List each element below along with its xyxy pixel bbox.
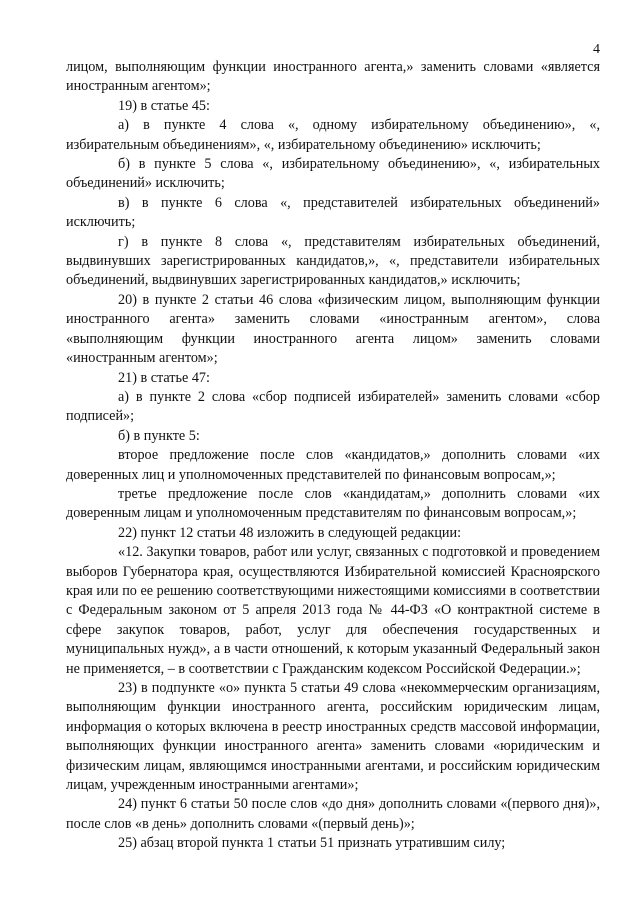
paragraph-item-21b: б) в пункте 5:: [118, 427, 200, 444]
paragraph-item-22-quote: «12. Закупки товаров, работ или услуг, связанных с подготовкой и проведением выборов Губернатора края, осуществляются Избирательной комиссией Красноярского края или по ее решению соответствующими нижестоящими комиссиями в соответствии с Федеральным законом от 5 апреля 2013 года № 44-ФЗ «О контрактной системе в сфере закупок товаров, работ, услуг для обеспечения государственных и муниципальных нужд», а в части отношений, к которым указанный Федеральный закон не применяется, – в соответствии с Гражданским кодексом Российской Федерации.»;: [66, 544, 600, 677]
paragraph-item-19b: б) в пункте 5 слова «, избирательному объединению», «, избирательных объединений» исключить;: [66, 156, 600, 192]
paragraph-item-21a: а) в пункте 2 слова «сбор подписей избирателей» заменить словами «сбор подписей»;: [66, 388, 600, 425]
paragraph-item-21b-second: второе предложение после слов «кандидатов,» дополнить словами «их доверенных лиц и уполномоченных представителей по финансовым вопросам,»;: [66, 447, 600, 483]
paragraph-item-21b-third: третье предложение после слов «кандидатам,» дополнить словами «их доверенным лицам и уполномоченным представителям по финансовым вопросам,»;: [66, 485, 600, 522]
paragraph-item-19v: в) в пункте 6 слова «, представителей избирательных объединений» исключить;: [66, 194, 600, 231]
paragraph-continuation: лицом, выполняющим функции иностранного агента,» заменить словами «является иностранным агентом»;: [66, 59, 600, 95]
paragraph-item-19a: а) в пункте 4 слова «, одному избирательному объединению», «, избирательным объединениям», «, избирательному объединению» исключить;: [66, 117, 600, 153]
paragraph-item-19g: г) в пункте 8 слова «, представителям избирательных объединений, выдвинувших зарегистрированных кандидатов,», «, представители избирательных объединений, выдвинувших зарегистрированных кандидатов,» исключить;: [66, 233, 600, 289]
paragraph-item-19: 19) в статье 45:: [118, 97, 210, 114]
paragraph-item-24: 24) пункт 6 статьи 50 после слов «до дня» дополнить словами «(первого дня)», после слов «в день» дополнить словами «(первый день)»;: [66, 796, 600, 832]
paragraph-item-21: 21) в статье 47:: [118, 369, 210, 386]
document-body: [66, 58, 600, 854]
paragraph-item-23: 23) в подпункте «о» пункта 5 статьи 49 слова «некоммерческим организациям, выполняющим функции иностранного агента, российским юридическим лицам, информация о которых включена в реестр иностранных средств массовой информации, выполняющих функции иностранного агента» заменить словами «юридическим и физическим лицам, являющимся иностранными агентами, и российским юридическим лицам, учрежденным иностранными агентами»;: [66, 680, 600, 794]
paragraph-item-20: 20) в пункте 2 статьи 46 слова «физическим лицом, выполняющим функции иностранного агента» заменить словами «иностранным агентом», слова «выполняющим функции иностранного агента лицом» заменить словами «иностранным агентом»;: [66, 291, 600, 367]
paragraph-item-22: 22) пункт 12 статьи 48 изложить в следующей редакции:: [118, 524, 462, 541]
page-number: 4: [593, 42, 600, 57]
paragraph-item-25: 25) абзац второй пункта 1 статьи 51 признать утратившим силу;: [118, 835, 506, 852]
